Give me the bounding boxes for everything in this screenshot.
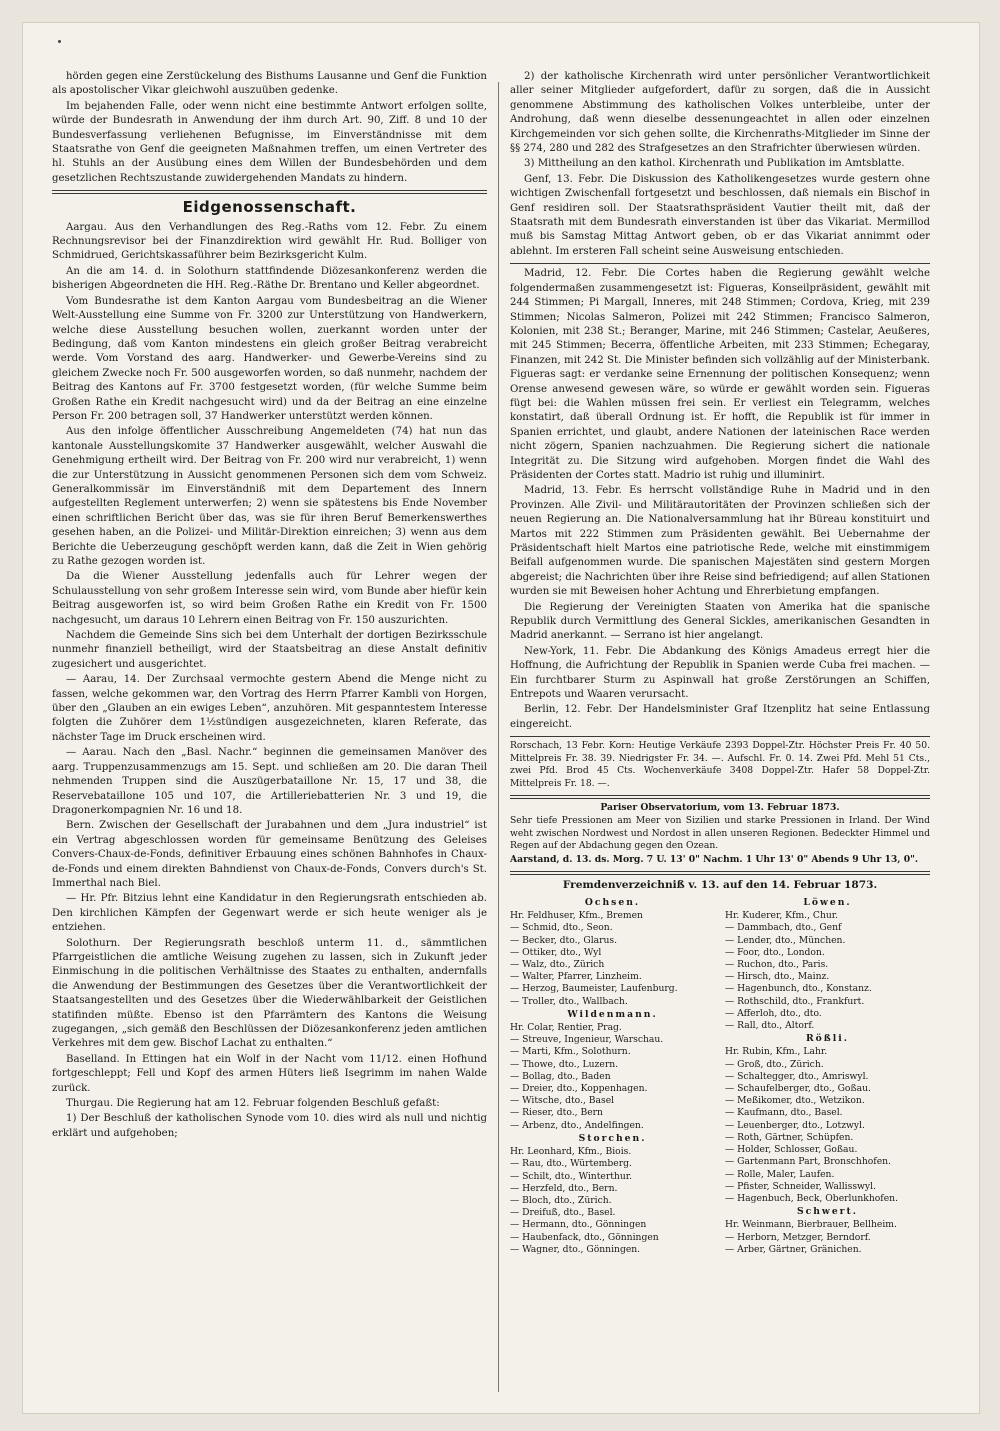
guest-entry: Hr. Rubin, Kfm., Lahr.: [725, 1046, 828, 1058]
article-paragraph: — Hr. Pfr. Bitzius lehnt eine Kandidatur in den Regierungsrath entschieden ab. Den kirchlichen Kämpfen der Gegenwart werde er sich heute weniger als je entziehen.: [52, 893, 487, 934]
foreign-news-paragraph: Die Regierung der Vereinigten Staaten von Amerika hat die spanische Republik durch Vermittlung des General Sickles, amerikanischen Gesandten in Madrid anerkannt. — Serrano ist hier angelangt.: [510, 601, 930, 642]
guest-entry: — Schaltegger, dto., Amriswyl.: [725, 1070, 869, 1082]
foreign-news-rule: [510, 263, 930, 264]
guest-entry: — Rolle, Maler, Laufen.: [725, 1168, 835, 1180]
guest-entry: — Dreier, dto., Koppenhagen.: [510, 1083, 648, 1095]
guest-entry: — Thowe, dto., Luzern.: [510, 1058, 619, 1070]
guest-entry: — Gartenmann Part, Bronschhofen.: [725, 1156, 891, 1168]
guest-entry: — Herborn, Metzger, Berndorf.: [725, 1231, 871, 1243]
guest-entry: — Troller, dto., Wallbach.: [510, 995, 628, 1007]
guest-entry: — Ottiker, dto., Wyl: [510, 946, 602, 958]
guest-entry: Hr. Kuderer, Kfm., Chur.: [725, 910, 839, 922]
hotel-name: Storchen.: [578, 1132, 647, 1144]
article-paragraph: An die am 14. d. in Solothurn stattfindende Diözesankonferenz werden die bisherigen Abgeordneten die HH. Reg.-Räthe Dr. Brentano und Keller abgeordnet.: [52, 265, 487, 292]
guest-entry: Hr. Weinmann, Bierbrauer, Bellheim.: [725, 1219, 897, 1231]
foreign-news-paragraph: New-York, 11. Febr. Die Abdankung des Königs Amadeus erregt hier die Hoffnung, die Aufrichtung der Republik in Spanien werde Cuba frei machen. — Ein furchtbarer Sturm zu Aspinwall hat große Zerstörungen an Schiffen, Entrepots und Waaren verursacht.: [510, 645, 930, 701]
right-top-text: [510, 70, 930, 259]
guest-entry: — Herzfeld, dto., Bern.: [510, 1182, 618, 1194]
guest-entry: — Marti, Kfm., Solothurn.: [510, 1046, 631, 1058]
section-title: Eidgenossenschaft.: [182, 198, 357, 217]
foreign-news-paragraph: Madrid, 13. Febr. Es herrscht vollständige Ruhe in Madrid und in den Provinzen. Alle Zivil- und Militärautoritäten der Provinzen schließen sich der neuen Regierung an. Die Nationalversammlung hat ihr Büreau konstituirt und Martos mit 222 Stimmen zum Präsidenten gewählt. Bei Uebernahme der Präsidentschaft hielt Martos eine patriotische Rede, welche mit einstimmigem Beifall aufgenommen wurde. Die spanischen Majestäten sind gestern Morgen abgereist; die Nachrichten über ihre Reise sind befriedigend; auf allen Stationen wurden sie mit Beweisen hoher Achtung und Ehrerbietung empfangen.: [510, 485, 930, 598]
foreign-news-paragraph: Berlin, 12. Febr. Der Handelsminister Graf Itzenplitz hat seine Entlassung eingereicht.: [510, 704, 930, 730]
guest-entry: — Hermann, dto., Gönningen: [510, 1219, 647, 1231]
guest-entry: — Rothschild, dto., Frankfurt.: [725, 995, 865, 1007]
guest-entry: — Foor, dto., London.: [725, 946, 825, 958]
guest-entry: — Herzog, Baumeister, Laufenburg.: [510, 983, 678, 995]
foreign-news: [510, 267, 930, 732]
guest-entry: Hr. Colar, Rentier, Prag.: [510, 1022, 622, 1034]
hotel-name: Wildenmann.: [567, 1008, 658, 1020]
guest-entry: — Hagenbunch, dto., Konstanz.: [725, 983, 872, 995]
guest-entry: — Wagner, dto., Gönningen.: [510, 1243, 641, 1255]
guest-entry: — Bollag, dto., Baden: [510, 1070, 611, 1082]
guest-entry: — Afferloh, dto., dto.: [725, 1007, 822, 1019]
observatory-text: Sehr tiefe Pressionen am Meer von Sizilien und starke Pressionen in Irland. Der Wind weht zwischen Nordwest und Nordost in allen unseren Regionen. Bedeckter Himmel und Regen auf der Abdachung gegen den Ozean.: [510, 815, 930, 852]
guest-entry: — Rau, dto., Würtemberg.: [510, 1158, 632, 1170]
market-report: Rorschach, 13 Febr. Korn: Heutige Verkäufe 2393 Doppel-Ztr. Höchster Preis Fr. 40 50. Mittelpreis Fr. 38. 39. Niedrigster Fr. 34. —. Aufschl. Fr. 0. 14. Zwei Pfd. Mehl 51 Cts., zwei Pfd. Brod 45 Cts. Wochenverkäufe 3408 Doppel-Ztr. Hafer 58 Doppel-Ztr. Mittelpreis Fr. 18. —.: [510, 740, 930, 790]
article-paragraph: 1) Der Beschluß der katholischen Synode vom 10. dies wird als null und nichtig erklärt und aufgehoben;: [52, 1113, 487, 1139]
travelers-heading: Fremdenverzeichniß v. 13. auf den 14. Februar 1873.: [562, 878, 878, 891]
guest-entry: — Meßikomer, dto., Wetzikon.: [725, 1095, 865, 1107]
hotel-name: Ochsen.: [584, 897, 641, 909]
guest-entry: — Rall, dto., Altorf.: [725, 1020, 815, 1032]
travelers-rule: [510, 871, 930, 875]
article-paragraph: hörden gegen eine Zerstückelung des Bisthums Lausanne und Genf die Funktion als apostolischer Vikar gleichwohl auszuüben gedenke.: [52, 71, 487, 97]
guest-entry: — Becker, dto., Glarus.: [510, 934, 618, 946]
article-paragraph: 3) Mittheilung an den kathol. Kirchenrath und Publikation im Amtsblatte.: [524, 158, 905, 170]
left-top-text: [52, 70, 487, 186]
guest-entry: Hr. Feldhuser, Kfm., Bremen: [510, 910, 643, 922]
column-divider: [498, 82, 499, 1392]
guest-entry: — Schaufelberger, dto., Goßau.: [725, 1083, 871, 1095]
observatory-title: Pariser Observatorium, vom 13. Februar 1873.: [600, 801, 840, 813]
guest-entry: — Arbenz, dto., Andelfingen.: [510, 1119, 644, 1131]
article-paragraph: Im bejahenden Falle, oder wenn nicht eine bestimmte Antwort erfolgen sollte, würde der Bundesrath in Anwendung der ihm durch Art. 90, Ziff. 8 und 10 der Bundesverfassung verliehenen Befugnisse, im Einverständnisse mit dem Staatsrathe von Genf die geeigneten Maßnahmen treffen, um einen Vertreter des hl. Stuhls an der Ausübung eines dem Willen der Bundesbehörden und dem gesetzlichen Rechtszustande zuwidergehenden Mandats zu hindern.: [52, 100, 487, 184]
left-column: [52, 70, 487, 1388]
article-paragraph: Baselland. In Ettingen hat ein Wolf in der Nacht vom 11/12. einen Hofhund fortgeschleppt; Fell und Kopf des armen Hüters ließ Isegrimm im nahen Walde zurück.: [52, 1053, 487, 1094]
guest-entry: — Dammbach, dto., Genf: [725, 922, 842, 934]
right-column: [510, 70, 930, 1388]
travelers-list-right: [725, 896, 930, 1256]
guest-entry: — Streuve, Ingenieur, Warschau.: [510, 1034, 664, 1046]
guest-entry: — Walter, Pfarrer, Linzheim.: [510, 971, 642, 983]
guest-entry: — Hagenbuch, Beck, Oberlunkhofen.: [725, 1192, 898, 1204]
article-paragraph: Solothurn. Der Regierungsrath beschloß unterm 11. d., sämmtlichen Pfarrgeistlichen die amtliche Weisung zugehen zu lassen, sich in Zukunft jeder Einmischung in die politischen Verhältnisse des Staates zu enthalten, andernfalls die Anwendung der Bestimmungen des Gesetzes über die Verantwortlichkeit der Staatsangestellten und des Gesetzes über die Wiederwählbarkeit der Geistlichen statifinden müßte. Ebenso ist den Pfarrämtern des Kantons die Weisung zugegangen, „sich gemäß den Beschlüssen der Diözesankonferenz jeden amtlichen Verkehres mit dem gew. Bischof Lachat zu enthalten.“: [52, 937, 487, 1050]
guest-entry: — Bloch, dto., Zürich.: [510, 1194, 612, 1206]
guest-entry: — Schmid, dto., Seon.: [510, 922, 613, 934]
guest-entry: — Hirsch, dto., Mainz.: [725, 971, 830, 983]
guest-entry: — Ruchon, dto., Paris.: [725, 959, 829, 971]
guest-entry: — Leuenberger, dto., Lotzwyl.: [725, 1119, 865, 1131]
market-rule: [510, 736, 930, 737]
article-paragraph: Nachdem die Gemeinde Sins sich bei dem Unterhalt der dortigen Bezirksschule nunmehr finanziell betheiligt, wird der Staatsbeitrag an diese Anstalt definitiv zugesichert und ausgerichtet.: [52, 630, 487, 670]
guest-entry: — Dreifuß, dto., Basel.: [510, 1207, 616, 1219]
article-paragraph: 2) der katholische Kirchenrath wird unter persönlicher Verantwortlichkeit aller seiner Mitglieder aufgefordert, dafür zu sorgen, daß die in Aussicht genommene Abstimmung des katholischen Volkes unterbleibe, unter der Androhung, daß wenn dieselbe dessenungeachtet in allen oder einzelnen Kirchgemeinden vor sich gehen sollte, die Kirchenraths-Mitglieder im Sinne der §§ 274, 280 und 282 des Strafgesetzes an den Strafrichter überwiesen würden.: [510, 71, 930, 155]
article-paragraph: Aargau. Aus den Verhandlungen des Reg.-Raths vom 12. Febr. Zu einem Rechnungsrevisor bei der Finanzdirektion wird gewählt Hr. Rud. Bolliger von Schmidrued, Gerichtskassaführer beim Bezirksgericht Kulm.: [52, 221, 487, 262]
guest-entry: — Witsche, dto., Basel: [510, 1095, 615, 1107]
guest-entry: — Arber, Gärtner, Gränichen.: [725, 1243, 862, 1255]
section-rule: [52, 190, 487, 194]
guest-entry: Hr. Leonhard, Kfm., Biois.: [510, 1146, 632, 1158]
article-paragraph: Aus den infolge öffentlicher Ausschreibung Angemeldeten (74) hat nun das kantonale Ausstellungskomite 37 Handwerker ausgewählt, welcher Auswahl die Genehmigung ertheilt wird. Der Beitrag von Fr. 200 wird nur verabreicht, 1) wenn die zur Unterstützung in Aussicht genommenen Personen sich dem vom Schweiz. Generalkommissär im Einverständniß mit dem Departement des Innern aufgestellten Reglement unterwerfen; 2) wenn sie spätestens bis Ende November einen schriftlichen Bericht über das, was sie für ihren Beruf Bemerkenswerthes gesehen haben, an die Polizei- und Militär-Direktion einreichen; 3) wenn aus dem Berichte die Ueberzeugung geschöpft werden kann, daß die Zeit in Wien gehörig zu Rathe gezogen worden ist.: [52, 426, 487, 567]
article-paragraph: Vom Bundesrathe ist dem Kanton Aargau vom Bundesbeitrag an die Wiener Welt-Ausstellung eine Summe von Fr. 3200 zur Unterstützung von Handwerkern, welche diese Ausstellung besuchen wollen, zuerkannt worden unter der Bedingung, daß vom Kanton mindestens ein gleich großer Beitrag verabreicht werde. Vom Vorstand des aarg. Handwerker- und Gewerbe-Vereins sind zu gleichem Zwecke noch Fr. 500 ausgeworfen worden, so daß nunmehr, nachdem der Beitrag des Kantons auf Fr. 3700 festgesetzt worden, (für welche Summe beim Großen Rathe ein Kredit nachgesucht wird) und da der Beitrag an eine einzelne Person Fr. 200 betragen soll, 37 Handwerker unterstützt werden können.: [52, 295, 487, 422]
newspaper-page: [22, 22, 980, 1414]
article-paragraph: Thurgau. Die Regierung hat am 12. Februar folgenden Beschluß gefaßt:: [66, 1098, 440, 1110]
hotel-name: Löwen.: [803, 897, 852, 909]
aarstand-line: Aarstand, d. 13. ds. Morg. 7 U. 13' 0" Nachm. 1 Uhr 13' 0" Abends 9 Uhr 13, 0".: [510, 854, 919, 866]
guest-entry: — Roth, Gärtner, Schüpfen.: [725, 1131, 854, 1143]
guest-entry: — Walz, dto., Zürich: [510, 959, 605, 971]
guest-entry: — Holder, Schlosser, Goßau.: [725, 1144, 858, 1156]
article-paragraph: Genf, 13. Febr. Die Diskussion des Katholikengesetzes wurde gestern ohne wichtigen Zwischenfall fortgesetzt und beschlossen, daß niemals ein Bischof in Genf residiren soll. Der Staatsrathspräsident Vautier theilt mit, daß der Staatsrath mit dem Bundesrath einverstanden ist über das Vikariat. Mermillod muß bis Samstag Mittag Antwort geben, ob er das Vikariat annimmt oder ablehnt. Im ersteren Fall scheint seine Ausweisung entschieden.: [510, 173, 930, 257]
ink-speck: [58, 40, 61, 43]
section-articles: [52, 221, 487, 1142]
guest-entry: — Schilt, dto., Winterthur.: [510, 1170, 633, 1182]
guest-entry: — Lender, dto., München.: [725, 934, 846, 946]
guest-entry: — Groß, dto., Zürich.: [725, 1058, 824, 1070]
guest-entry: — Pfister, Schneider, Wallisswyl.: [725, 1180, 876, 1192]
foreign-news-paragraph: Madrid, 12. Febr. Die Cortes haben die Regierung gewählt welche folgendermaßen zusammengesetzt ist: Figueras, Konseilpräsident, gewählt mit 244 Stimmen; Pi Margall, Inneres, mit 248 Stimmen; Cordova, Krieg, mit 239 Stimmen; Nicolas Salmeron, Polizei mit 242 Stimmen; Francisco Salmeron, Kolonien, mit 238 St.; Beranger, Marine, mit 246 Stimmen; Castelar, Aeußeres, mit 245 Stimmen; Becerra, öffentliche Arbeiten, mit 233 Stimmen; Echegaray, Finanzen, mit 242 St. Die Minister befinden sich vollzählig auf der Ministerbank. Figueras sagt: er verdanke seine Ernennung der politischen Konsequenz; wenn Orense anwesend gewesen wäre, so würde er gewählt worden sein. Figueras fügt bei: die Wahlen müssen frei sein. Er verliest ein Telegramm, welches konstatirt, daß überall Ordnung ist. Er hofft, die Republik ist für immer in Spanien errichtet, und glaubt, andere Nationen der lateinischen Race werden nicht zögern, Spanien nachzuahmen. Die Regierung sichert die nationale Integrität zu. Die Sitzung wird aufgehoben. Morgen findet die Wahl des Präsidenten der Cortes statt. Madrio ist ruhig und illuminirt.: [510, 268, 930, 481]
guest-entry: — Haubenfack, dto., Gönningen: [510, 1231, 659, 1243]
travelers-list-left: [510, 896, 715, 1256]
article-paragraph: Bern. Zwischen der Gesellschaft der Jurabahnen und dem „Jura industriel“ ist ein Vertrag abgeschlossen worden für gemeinsame Benützung des Geleises Convers-Chaux-de-Fonds, definitiver Erbauung eines schönen Bahnhofes in Chaux-de-Fonds und einem direkten Bahndienst von Chaux-de-Fonds, Convers durch's St. Immerthal nach Biel.: [52, 820, 487, 889]
article-paragraph: — Aarau, 14. Der Zurchsaal vermochte gestern Abend die Menge nicht zu fassen, welche gekommen war, den Vortrag des Herrn Pfarrer Kambli von Horgen, über den „Glauben an ein ewiges Leben“, anzuhören. Mit gespanntestem Interesse folgten die Zuhörer dem 1½stündigen ausgezeichneten, klaren Referate, das nächster Tage im Druck erscheinen wird.: [52, 674, 487, 743]
hotel-name: Schwert.: [797, 1206, 858, 1218]
travelers-list: [510, 896, 930, 1256]
guest-entry: — Kaufmann, dto., Basel.: [725, 1107, 843, 1119]
article-paragraph: — Aarau. Nach den „Basl. Nachr.“ beginnen die gemeinsamen Manöver des aarg. Truppenzusammenzugs am 15. Sept. und schließen am 20. Die daran Theil nehmenden Truppen sind die Auszügerbataillone Nr. 15, 17 und 38, die Reservebataillone 105 und 107, die Artilleriebatterien Nr. 3 und 19, die Dragonerkompagnien Nr. 16 und 18.: [52, 747, 487, 816]
guest-entry: — Rieser, dto., Bern: [510, 1107, 603, 1119]
article-paragraph: Da die Wiener Ausstellung jedenfalls auch für Lehrer wegen der Schulausstellung von sehr großem Interesse sein wird, vom Bunde aber hiefür kein Beitrag ausgeworfen ist, so wird beim Großen Rathe ein Kredit von Fr. 1500 nachgesucht, um daraus 10 Lehrern einen Beitrag von Fr. 150 auszurichten.: [52, 571, 487, 626]
hotel-name: Rößli.: [806, 1033, 849, 1045]
observatory-rule: [510, 795, 930, 799]
